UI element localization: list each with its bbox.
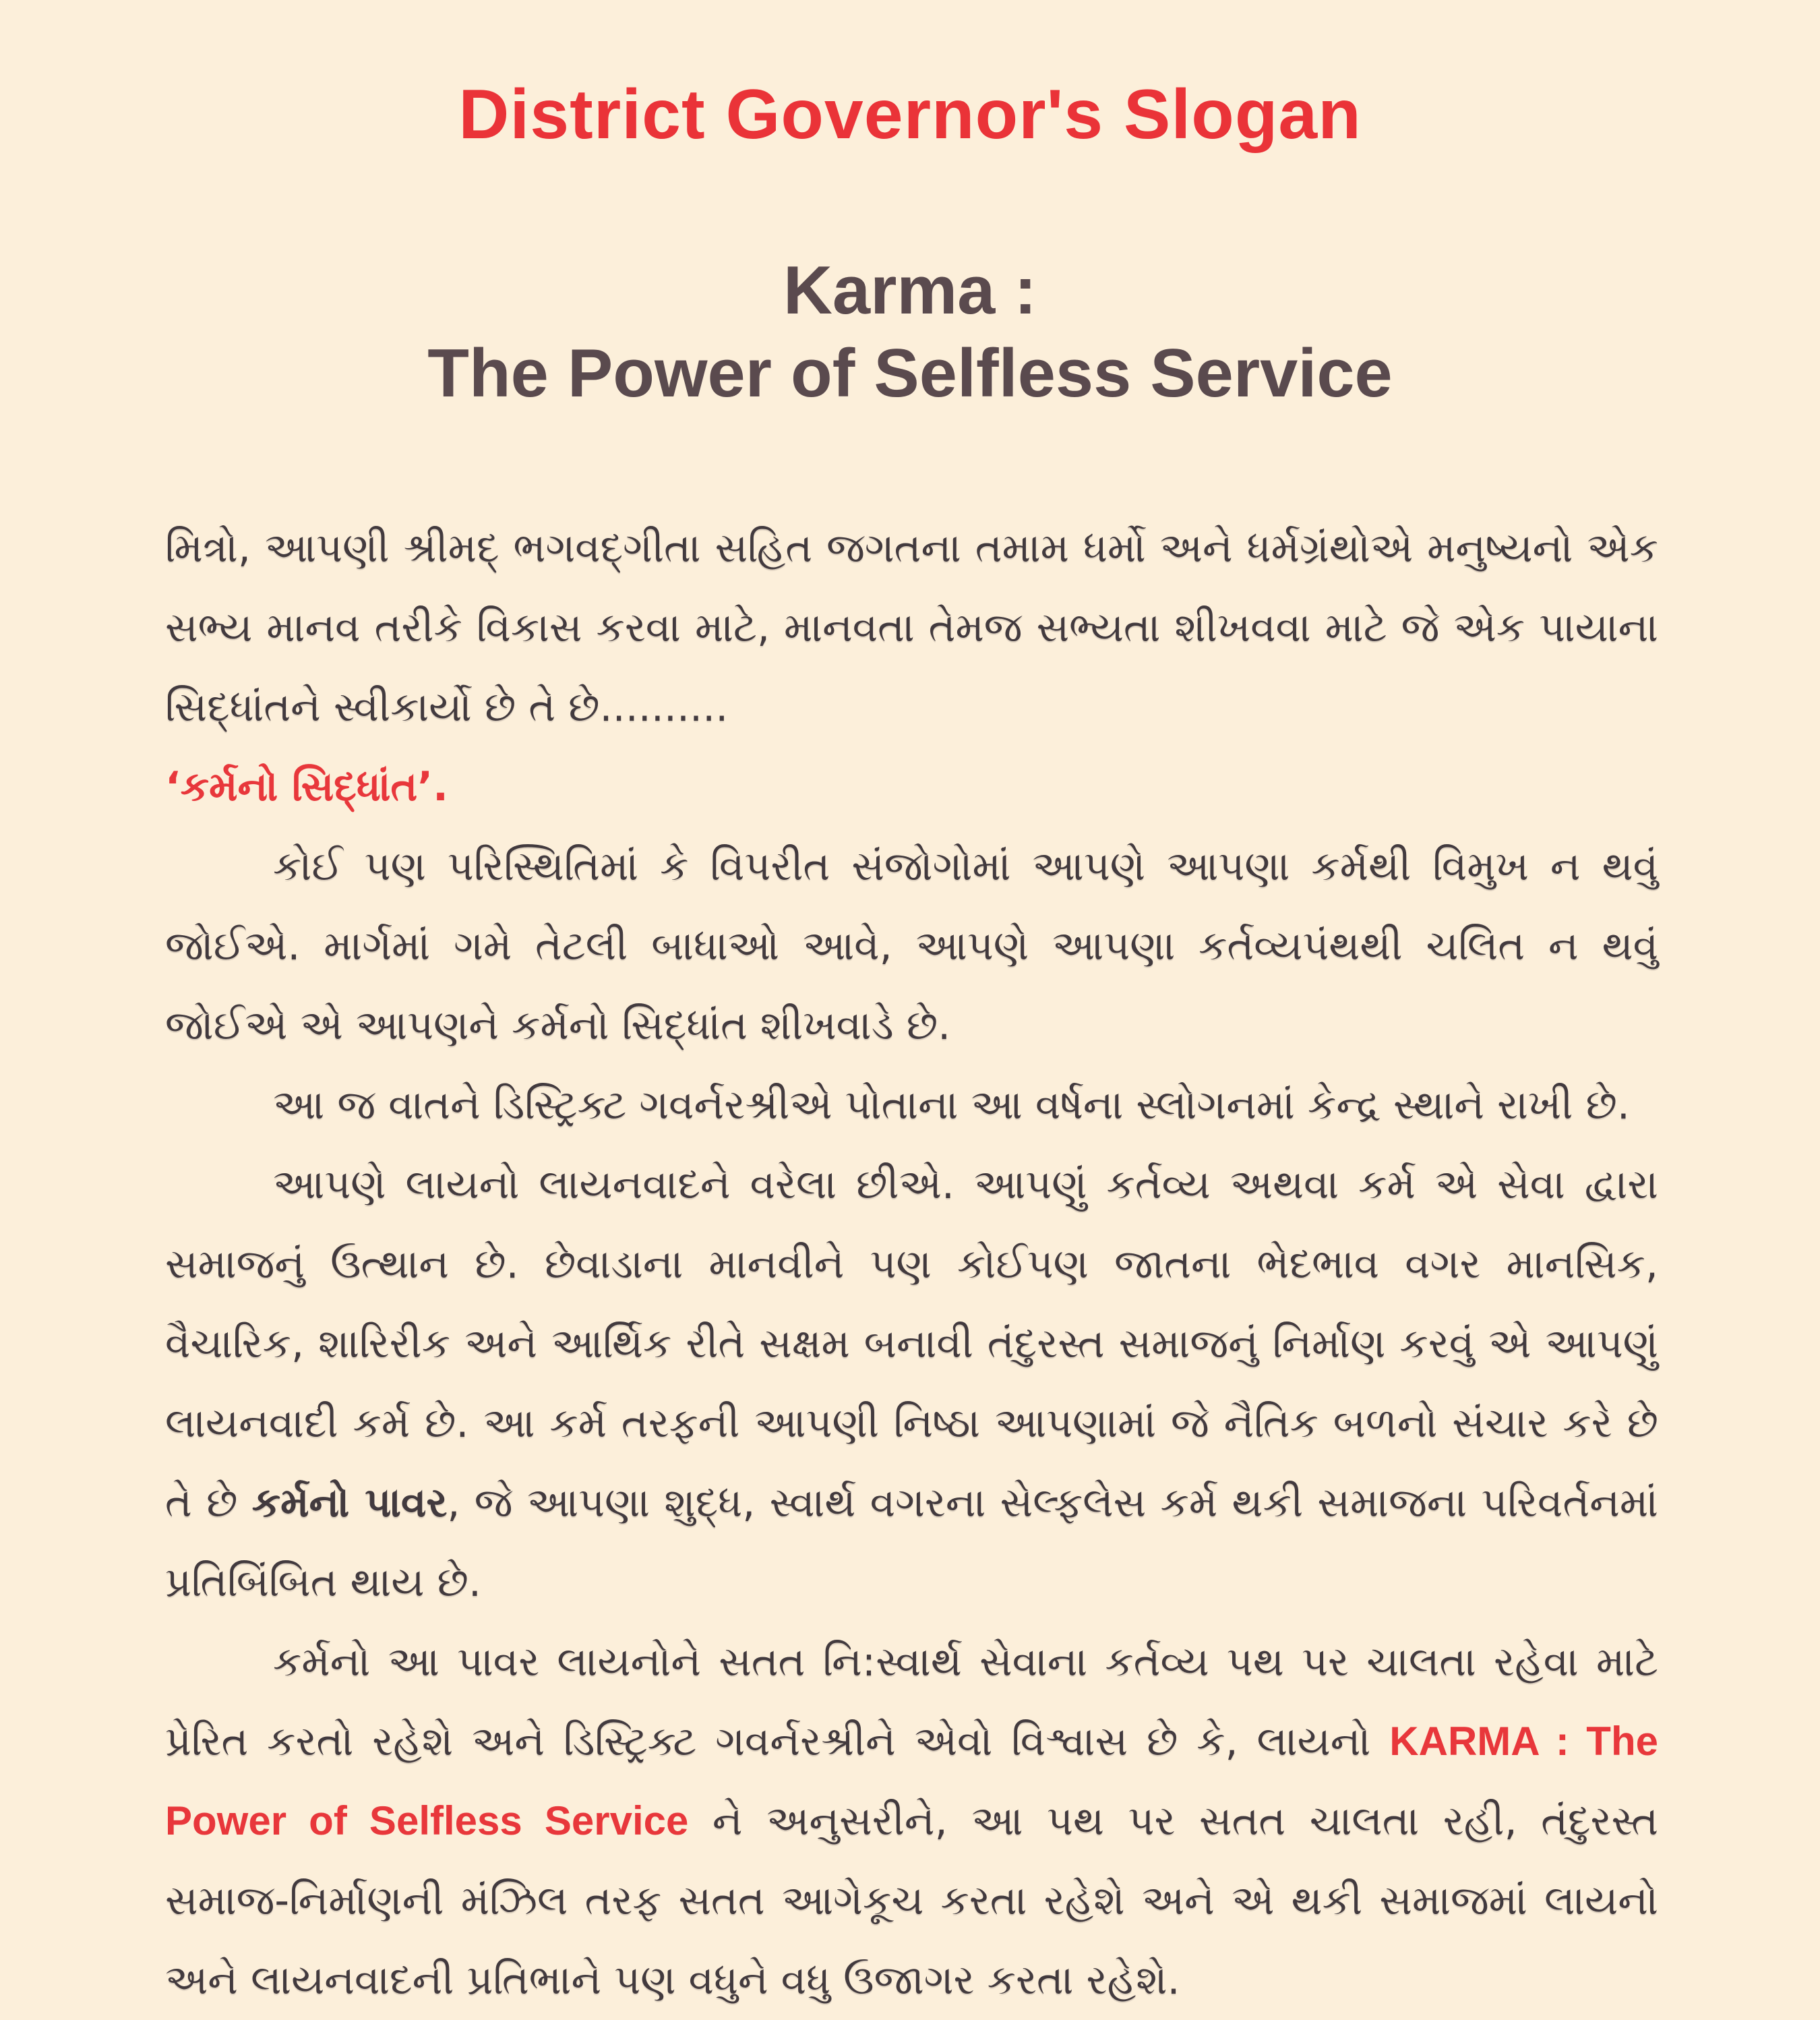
- paragraph-karma-duty: કોઈ પણ પરિસ્થિતિમાં કે વિપરીત સંજોગોમાં આપણે આપણા કર્મથી વિમુખ ન થવું જોઈએ. માર્ગમાં ગમે તેટલી બાધાઓ આવે, આપણે આપણા કર્તવ્યપંથથી ચલિત ન થવું જોઈએ એ આપણને કર્મનો સિદ્ધાંત શીખવાડે છે.: [165, 843, 1658, 1050]
- paragraph-conclusion-text-before: કર્મનો આ પાવર લાયનોને સતત નિ:સ્વાર્થ સેવાના કર્તવ્ય પથ પર ચાલતા રહેવા માટે પ્રેરિત કરતો રહેશે અને ડિસ્ટ્રિક્ટ ગવર્નરશ્રીને એવો વિશ્વાસ છે કે, લાયનો: [165, 1638, 1658, 1766]
- paragraph-lionism-text-after: , જે આપણા શુદ્ધ, સ્વાર્થ વગરના સેલ્ફલેસ કર્મ થકી સમાજના પરિવર્તનમાં પ્રતિબિંબિત થાય છે.: [165, 1479, 1658, 1607]
- karma-principle-highlight: ‘કર્મનો સિદ્ધાંત’.: [165, 763, 448, 811]
- slogan-heading-line1: Karma :: [783, 253, 1037, 328]
- page-kicker-title: District Governor's Slogan: [458, 76, 1362, 154]
- karma-power-bold-phrase: કર્મનો પાવર: [251, 1479, 448, 1527]
- paragraph-governor-slogan: આ જ વાતને ડિસ્ટ્રિક્ટ ગવર્નરશ્રીએ પોતાના આ વર્ષના સ્લોગનમાં કેન્દ્ર સ્થાને રાખી છે.: [273, 1081, 1630, 1129]
- paragraph-intro: મિત્રો, આપણી શ્રીમદ્ ભગવદ્ગીતા સહિત જગતના તમામ ધર્મો અને ધર્મગ્રંથોએ મનુષ્યનો એક સભ્ય માનવ તરીકે વિકાસ કરવા માટે, માનવતા તેમજ સભ્યતા શીખવવા માટે જે એક પાયાના સિદ્ધાંતને સ્વીકાર્યો છે તે છે..........: [165, 525, 1658, 732]
- paragraph-lionism: [165, 1145, 1658, 1622]
- karma-slogan-inline-highlight: KARMA : The Power of Selfless Service: [165, 1719, 1658, 1844]
- paragraph-conclusion-text-after: ને અનુસરીને, આ પથ પર સતત ચાલતા રહી, તંદુરસ્ત સમાજ-નિર્માણની મંઝિલ તરફ સતત આગેકૂચ કરતા રહેશે અને એ થકી સમાજમાં લાયનો અને લાયનવાદની પ્રતિભાને પણ વધુને વધુ ઉજાગર કરતા રહેશે.: [165, 1798, 1659, 2004]
- slogan-heading: [0, 249, 1820, 415]
- karma-principle-highlight-line: [165, 747, 1658, 827]
- paragraph-conclusion: [165, 1622, 1658, 2020]
- paragraph-lionism-text-before: આપણે લાયનો લાયનવાદને વરેલા છીએ. આપણું કર્તવ્ય અથવા કર્મ એ સેવા દ્વારા સમાજનું ઉત્થાન છે. છેવાડાના માનવીને પણ કોઈપણ જાતના ભેદભાવ વગર માનસિક, વૈચારિક, શારિરીક અને આર્થિક રીતે સક્ષમ બનાવી તંદુરસ્ત સમાજનું નિર્માણ કરવું એ આપણું લાયનવાદી કર્મ છે. આ કર્મ તરફની આપણી નિષ્ઠા આપણામાં જે નૈતિક બળનો સંચાર કરે છે તે છે: [165, 1161, 1658, 1527]
- slogan-heading-line2: The Power of Selfless Service: [427, 336, 1393, 412]
- slogan-page: [0, 76, 1820, 2004]
- article-body: [165, 508, 1658, 2020]
